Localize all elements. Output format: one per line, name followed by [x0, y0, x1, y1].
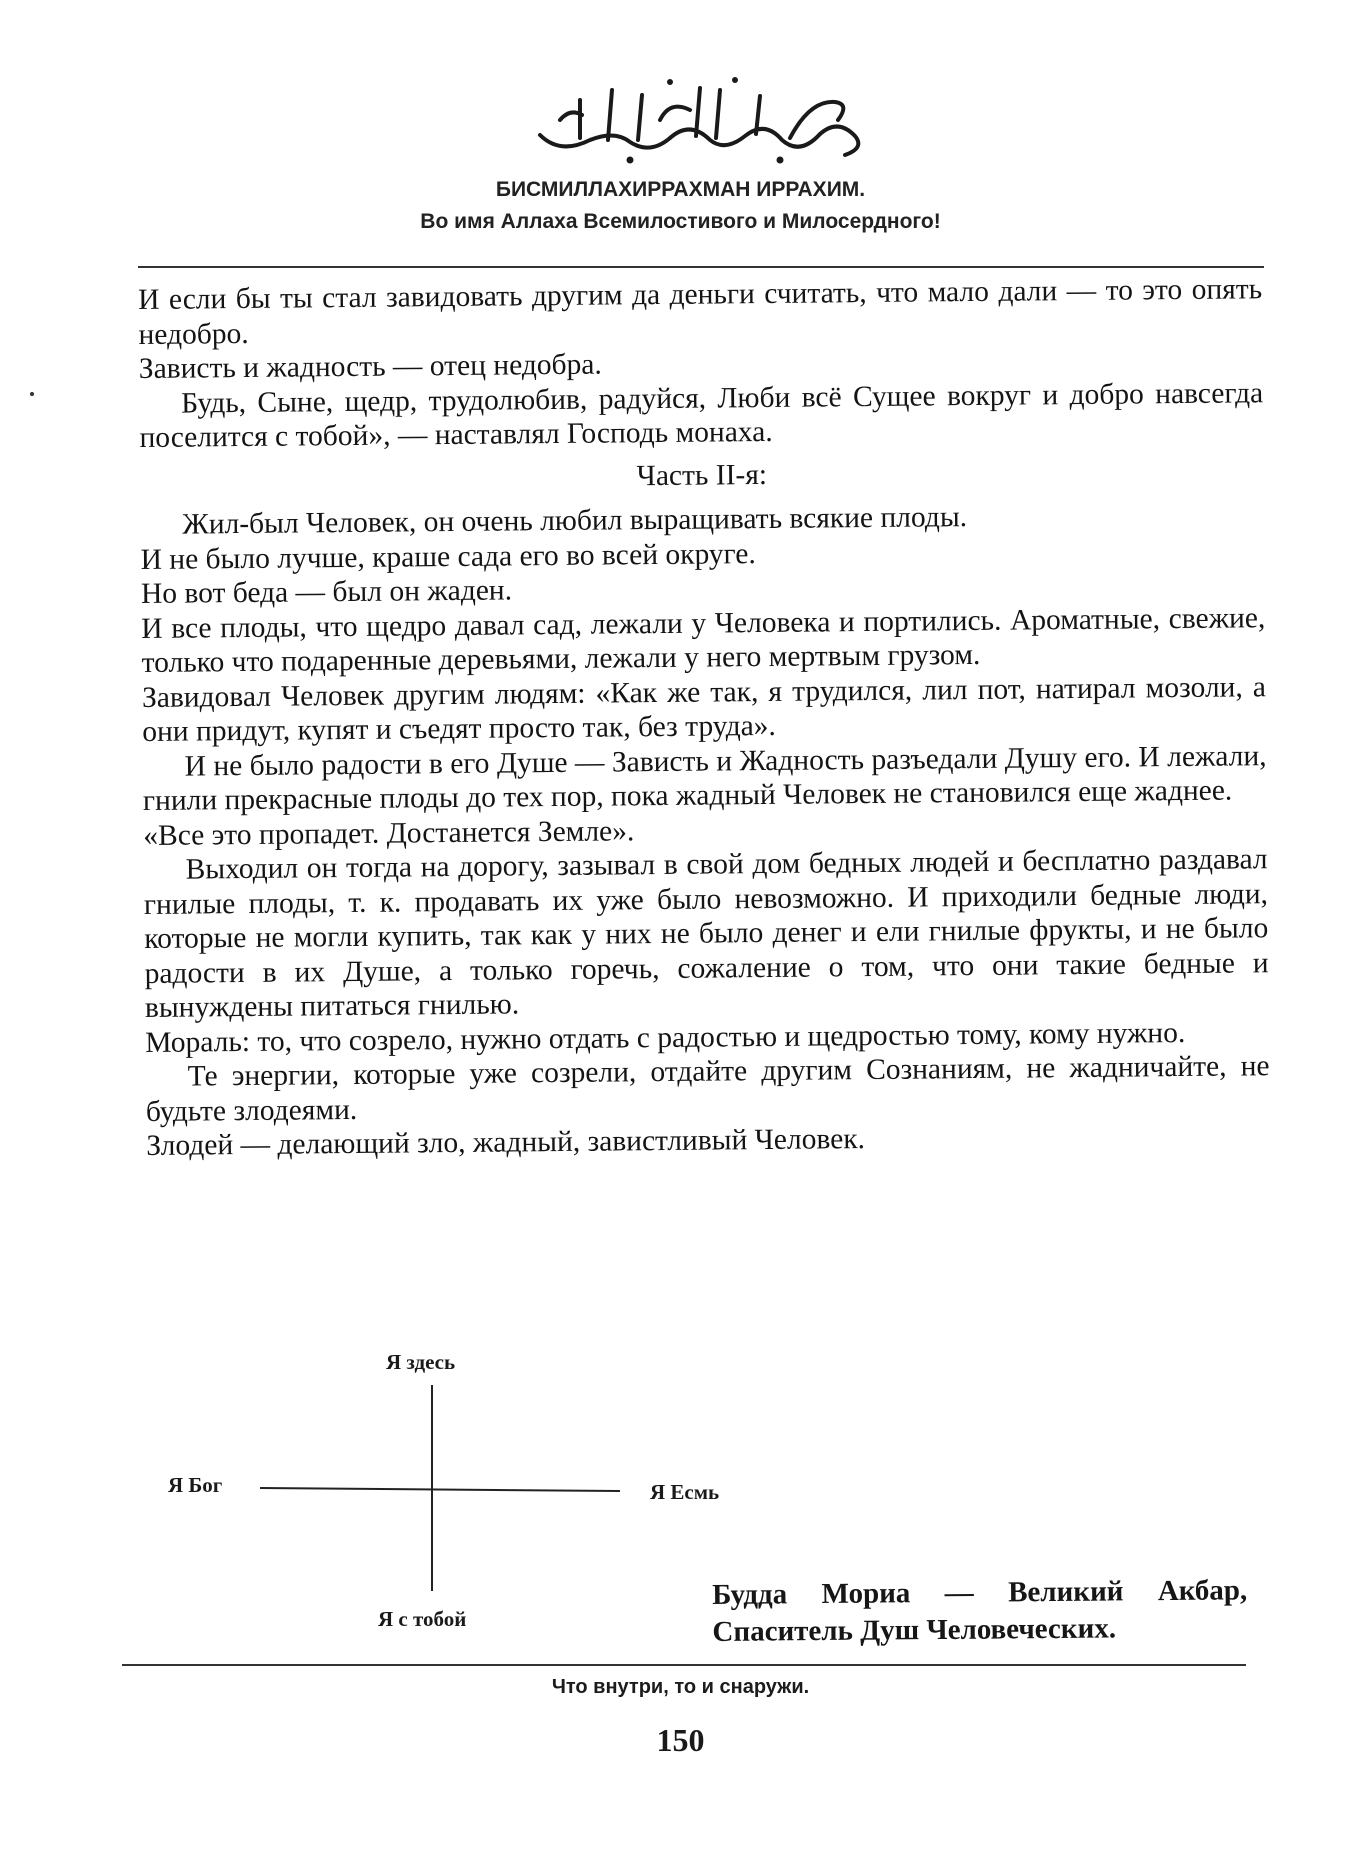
- paragraph: И если бы ты стал завидовать другим да деньги считать, что мало дали — то это опять недобро.: [138, 273, 1263, 351]
- paragraph: И не было радости в его Душе — Зависть и Жадность разъедали Душу его. И лежали, гнили прекрасные плоды до тех пор, пока жадный Человек не становился еще жаднее.: [142, 739, 1267, 817]
- horizontal-axis: [260, 1488, 620, 1491]
- signature-line-2: Спаситель Душ Человеческих.: [712, 1612, 1117, 1648]
- bismillah-calligraphy: [520, 60, 880, 170]
- header-subtitle: Во имя Аллаха Всемилостивого и Милосердного!: [420, 210, 941, 233]
- paragraph: И все плоды, что щедро давал сад, лежали у Человека и портились. Ароматные, свежие, только что подаренные деревьями, лежали у него мертвым грузом.: [141, 601, 1266, 679]
- paragraph: Но вот беда — был он жаден.: [140, 574, 513, 610]
- calligraphy-drawing: [520, 60, 880, 170]
- section-heading: Часть II-я:: [636, 458, 768, 492]
- top-divider: [138, 266, 1264, 268]
- paragraph: Те энергии, которые уже созрели, отдайте другим Сознаниям, не жадничайте, не будьте злодеями.: [145, 1050, 1270, 1128]
- signature: [712, 1572, 1248, 1651]
- diagram-label-left: Я Бог: [168, 1473, 223, 1497]
- paragraph: Злодей — делающий зло, жадный, завистливый Человек.: [146, 1123, 866, 1162]
- page-number: 150: [656, 1722, 705, 1758]
- paragraph: «Все это пропадет. Достанется Земле».: [143, 814, 635, 852]
- paragraph: Будь, Сыне, щедр, трудолюбив, радуйся, Люби всё Сущее вокруг и добро навсегда поселится с тобой», — наставлял Господь монаха.: [139, 376, 1264, 454]
- paragraph: Выходил он тогда на дорогу, зазывал в свой дом бедных людей и бесплатно раздавал гнилые плоды, т. к. продавать их уже было невозможно. И приходили бедные люди, которые не могли купить, так как у них не было денег и ели гнилые фрукты, и не было радости в их Душе, а только горечь, сожаление о том, что они такие бедные и вынуждены питаться гнилью.: [143, 843, 1269, 1024]
- diagram-label-top: Я здесь: [386, 1350, 456, 1374]
- diagram-label-right: Я Есмь: [650, 1480, 720, 1504]
- scan-speck: [30, 392, 34, 396]
- paragraph: Зависть и жадность — отец недобра.: [138, 348, 602, 385]
- paragraph: И не было лучше, краше сада его во всей округе.: [140, 537, 756, 576]
- cross-diagram: [150, 1335, 770, 1645]
- header-title: БИСМИЛЛАХИРРАХМАН ИРРАХИМ.: [495, 178, 866, 201]
- body-text: [138, 272, 1270, 1163]
- signature-line-1: Будда Мориа — Великий Акбар,: [712, 1574, 1248, 1611]
- diagram-label-bottom: Я с тобой: [378, 1607, 467, 1631]
- paragraph: Завидовал Человек другим людям: «Как же так, я трудился, лил пот, натирал мозоли, а они придут, купят и съедят просто так, без труда».: [141, 670, 1267, 748]
- bottom-divider: [122, 1664, 1246, 1666]
- paragraph: Жил-был Человек, он очень любил выращивать всякие плоды.: [182, 501, 968, 541]
- paragraph: Мораль: то, что созрело, нужно отдать с радостью и щедростью тому, кому нужно.: [145, 1016, 1186, 1059]
- footer-motto: Что внутри, то и снаружи.: [551, 1676, 810, 1698]
